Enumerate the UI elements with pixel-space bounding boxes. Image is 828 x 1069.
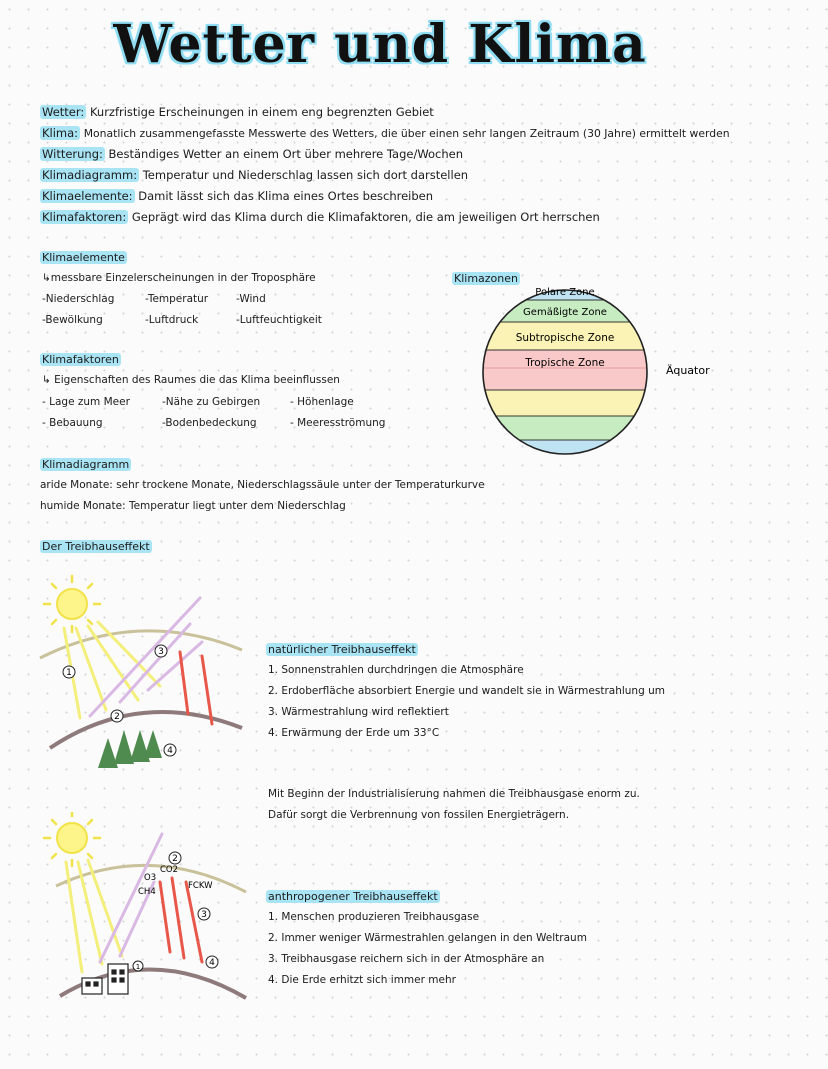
definition-term: Witterung:	[42, 147, 103, 161]
natuerlicher-treibhauseffekt-diagram	[30, 568, 255, 768]
definition-text: Temperatur und Niederschlag lassen sich dort darstellen	[142, 168, 469, 182]
klimaelement-item: -Luftfeuchtigkeit	[236, 314, 322, 326]
sun-icon	[44, 576, 100, 632]
zone-band-subtropisch-south	[478, 390, 658, 416]
anthropogener-treibhauseffekt-diagram	[30, 812, 255, 1007]
heading-label: Klimaelemente	[42, 251, 125, 264]
natural-step: 3. Wärmestrahlung wird reflektiert	[268, 706, 449, 718]
klimaelement-item: -Luftdruck	[145, 314, 199, 326]
heading-label: Klimafaktoren	[42, 353, 119, 366]
zone-label-subtropisch: Subtropische Zone	[515, 332, 615, 344]
klimaelemente-intro: ↳messbare Einzelerscheinungen in der Troposphäre	[42, 272, 316, 284]
definition-text: Geprägt wird das Klima durch die Klimafaktoren, die am jeweiligen Ort herrschen	[131, 210, 600, 224]
marker-4: 4	[209, 958, 215, 968]
klimafaktor-item: -Bodenbedeckung	[162, 417, 257, 429]
definition-term: Klima:	[42, 126, 79, 140]
marker-1: 1	[135, 963, 141, 971]
zone-band-tropisch	[478, 350, 658, 390]
klimafaktor-item: - Meeresströmung	[290, 417, 386, 429]
klimafaktor-item: - Lage zum Meer	[42, 396, 130, 408]
natural-step: 4. Erwärmung der Erde um 33°C	[268, 727, 440, 739]
reflected-rays	[100, 834, 162, 962]
definition-row	[40, 105, 434, 119]
definition-row	[40, 147, 463, 161]
gas-label-co2: CO2	[160, 865, 179, 875]
anthropogenic-step: 2. Immer weniger Wärmestrahlen gelangen in den Weltraum	[268, 932, 587, 944]
factory-icon	[82, 964, 128, 994]
definition-text: Monatlich zusammengefasste Messwerte des Wetters, die über einen sehr langen Zeitraum (30 Jahre) ermittelt werden	[83, 127, 730, 140]
anthropogener-treibhauseffekt-heading	[266, 890, 440, 903]
anthropogenic-step: 1. Menschen produzieren Treibhausgase	[268, 911, 480, 923]
natural-step: 2. Erdoberfläche absorbiert Energie und wandelt sie in Wärmestrahlung um	[268, 685, 665, 697]
klimaelement-item: -Wind	[236, 293, 266, 305]
gas-label-ch4: CH4	[138, 887, 156, 897]
definition-row	[40, 210, 600, 224]
definition-term: Klimaelemente:	[42, 189, 133, 203]
definition-term: Klimadiagramm:	[42, 168, 138, 182]
natuerlicher-treibhauseffekt-heading	[266, 643, 418, 656]
aride-monate-text: aride Monate: sehr trockene Monate, Niederschlagssäule unter der Temperaturkurve	[40, 479, 485, 491]
heading-label: Klimazonen	[454, 272, 518, 285]
marker-2: 2	[172, 854, 178, 864]
anthropogenic-step: 3. Treibhausgase reichern sich in der Atmosphäre an	[268, 953, 545, 965]
klimaelement-item: -Niederschlag	[42, 293, 115, 305]
definition-row	[40, 168, 468, 182]
marker-2: 2	[114, 712, 120, 722]
section-heading-klimafaktoren	[40, 353, 121, 366]
definition-text: Beständiges Wetter an einem Ort über mehrere Tage/Wochen	[108, 147, 464, 161]
section-heading-klimaelemente	[40, 251, 127, 264]
humide-monate-text: humide Monate: Temperatur liegt unter dem Niederschlag	[40, 500, 346, 512]
zone-band-polar-south	[478, 440, 658, 466]
zone-label-gemaessigt: Gemäßigte Zone	[523, 307, 607, 318]
section-heading-klimadiagramm	[40, 458, 131, 471]
zone-label-polar: Polare Zone	[535, 287, 595, 298]
gas-label-fckw: FCKW	[188, 881, 213, 891]
definition-text: Kurzfristige Erscheinungen in einem eng begrenzten Gebiet	[89, 105, 434, 119]
klimaelement-item: -Bewölkung	[42, 314, 103, 326]
anthropogenic-step: 4. Die Erde erhitzt sich immer mehr	[268, 974, 456, 986]
tree-icons	[98, 730, 162, 768]
zone-label-tropisch: Tropische Zone	[525, 357, 605, 369]
klimafaktor-item: -Nähe zu Gebirgen	[162, 396, 261, 408]
klimazonen-globe	[478, 278, 728, 466]
heading-label: anthropogener Treibhauseffekt	[268, 890, 438, 903]
sun-icon	[44, 812, 100, 866]
definition-row	[40, 126, 730, 141]
sun-rays	[64, 622, 160, 718]
definition-term: Wetter:	[42, 105, 85, 119]
page-title: Wetter und Klima	[113, 14, 647, 75]
marker-3: 3	[158, 647, 164, 657]
klimafaktor-item: - Höhenlage	[290, 396, 354, 408]
industrialisierung-text: Mit Beginn der Industrialisierung nahmen die Treibhausgase enorm zu.	[268, 788, 640, 800]
aequator-label: Äquator	[666, 364, 710, 377]
industrialisierung-text: Dafür sorgt die Verbrennung von fossilen Energieträgern.	[268, 809, 570, 821]
definition-term: Klimafaktoren:	[42, 210, 127, 224]
marker-1: 1	[66, 668, 72, 678]
heading-label: Der Treibhauseffekt	[42, 540, 150, 553]
marker-3: 3	[201, 910, 207, 920]
natural-step: 1. Sonnenstrahlen durchdringen die Atmosphäre	[268, 664, 524, 676]
klimafaktoren-intro: ↳ Eigenschaften des Raumes die das Klima beeinflussen	[42, 374, 340, 386]
atmosphere-arc	[40, 631, 242, 658]
definition-text: Damit lässt sich das Klima eines Ortes beschreiben	[138, 189, 434, 203]
section-heading-treibhauseffekt	[40, 540, 152, 553]
heading-label: natürlicher Treibhauseffekt	[268, 643, 416, 656]
gas-label-o3: O3	[144, 873, 157, 883]
marker-4: 4	[167, 746, 173, 756]
klimaelement-item: -Temperatur	[145, 293, 209, 305]
klimafaktor-item: - Bebauung	[42, 417, 103, 429]
definition-row	[40, 189, 433, 203]
heading-label: Klimadiagramm	[42, 458, 130, 471]
